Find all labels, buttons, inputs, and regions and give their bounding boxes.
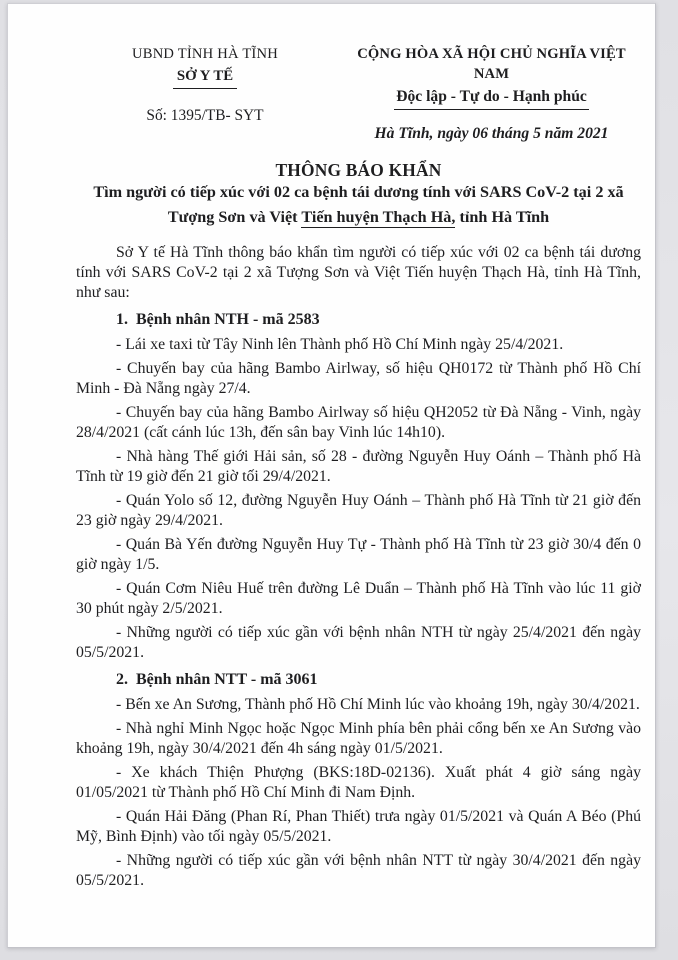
document-title: THÔNG BÁO KHẨN [275,160,442,180]
patient-2-timeline [76,695,641,891]
national-motto [342,87,641,110]
header-left-block [76,44,334,126]
timeline-item: - Những người có tiếp xúc gần với bệnh nhân NTT từ ngày 30/4/2021 đến ngày 05/5/2021. [76,852,641,889]
timeline-item: - Quán Cơm Niêu Huế trên đường Lê Duẩn – Thành phố Hà Tĩnh vào lúc 11 giờ 30 phút ngày 2/5/2021. [76,580,641,617]
patient-section-2 [76,670,641,891]
document-subtitle-line1: Tìm người có tiếp xúc với 02 ca bệnh tái dương tính với SARS CoV-2 tại 2 xã [93,183,624,201]
patient-section-1 [76,310,641,663]
document-content [76,44,641,895]
intro-paragraph: Sở Y tế Hà Tĩnh thông báo khẩn tìm người có tiếp xúc với 02 ca bệnh tái dương tính với SARS CoV-2 tại 2 xã Tượng Sơn và Việt Tiến huyện Thạch Hà, tỉnh Hà Tĩnh, như sau: [76,244,641,301]
title-block [76,160,641,230]
timeline-item: - Lái xe taxi từ Tây Ninh lên Thành phố Hồ Chí Minh ngày 25/4/2021. [116,336,564,353]
issuing-department [76,66,334,89]
subtitle-line2-prefix: Tượng Sơn và Việt [167,208,302,226]
timeline-item: - Quán Hải Đăng (Phan Rí, Phan Thiết) trưa ngày 01/5/2021 và Quán A Béo (Phú Mỹ, Bình Định) vào tối ngày 05/5/2021. [76,808,641,845]
timeline-item: - Quán Yolo số 12, đường Nguyễn Huy Oánh – Thành phố Hà Tĩnh từ 21 giờ đến 23 giờ ngày 29/4/2021. [76,492,641,529]
issuing-department-text: SỞ Y TẾ [173,66,237,89]
place-date-line: Hà Tĩnh, ngày 06 tháng 5 năm 2021 [374,125,609,142]
timeline-item: - Nhà nghỉ Minh Ngọc hoặc Ngọc Minh phía bên phải cổng bến xe An Sương vào khoảng 19h, ngày 30/4/2021 đến 4h sáng ngày 01/5/2021. [76,720,641,757]
timeline-item: - Chuyến bay của hãng Bambo Airlway, số hiệu QH0172 từ Thành phố Hồ Chí Minh - Đà Nẵng ngày 27/4. [76,360,641,397]
document-page [7,3,656,948]
section-heading-patient-1: 1. Bệnh nhân NTH - mã 2583 [116,311,320,328]
timeline-item: - Chuyến bay của hãng Bambo Airlway số hiệu QH2052 từ Đà Nẵng - Vinh, ngày 28/4/2021 (cất cánh lúc 13h, đến sân bay Vinh lúc 14h10). [76,404,641,441]
timeline-item: - Quán Bà Yến đường Nguyễn Huy Tự - Thành phố Hà Tĩnh từ 23 giờ 30/4 đến 0 giờ ngày 1/5. [76,536,641,573]
timeline-item: - Bến xe An Sương, Thành phố Hồ Chí Minh lúc vào khoảng 19h, ngày 30/4/2021. [116,696,640,713]
subtitle-line2-suffix: tỉnh Hà Tĩnh [455,208,550,226]
document-number: Số: 1395/TB- SYT [146,107,264,124]
national-title: CỘNG HÒA XÃ HỘI CHỦ NGHĨA VIỆT NAM [357,46,626,82]
timeline-item: - Xe khách Thiện Phượng (BKS:18D-02136). Xuất phát 4 giờ sáng ngày 01/05/2021 từ Thành phố Hồ Chí Minh đi Nam Định. [76,764,641,801]
document-header [76,44,641,144]
section-heading-patient-2: 2. Bệnh nhân NTT - mã 3061 [116,671,318,688]
timeline-item: - Những người có tiếp xúc gần với bệnh nhân NTH từ ngày 25/4/2021 đến ngày 05/5/2021. [76,624,641,661]
subtitle-line2-underlined: Tiến huyện Thạch Hà, [301,208,456,226]
document-body [76,243,641,891]
issuing-authority: UBND TỈNH HÀ TĨNH [132,46,278,62]
timeline-item: - Nhà hàng Thế giới Hải sản, số 28 - đường Nguyễn Huy Oánh – Thành phố Hà Tĩnh từ 19 giờ đến 21 giờ tối 29/4/2021. [76,448,641,485]
header-right-block [334,44,641,144]
national-motto-text: Độc lập - Tự do - Hạnh phúc [394,87,589,110]
document-subtitle-line2 [76,205,641,230]
patient-1-timeline [76,335,641,663]
